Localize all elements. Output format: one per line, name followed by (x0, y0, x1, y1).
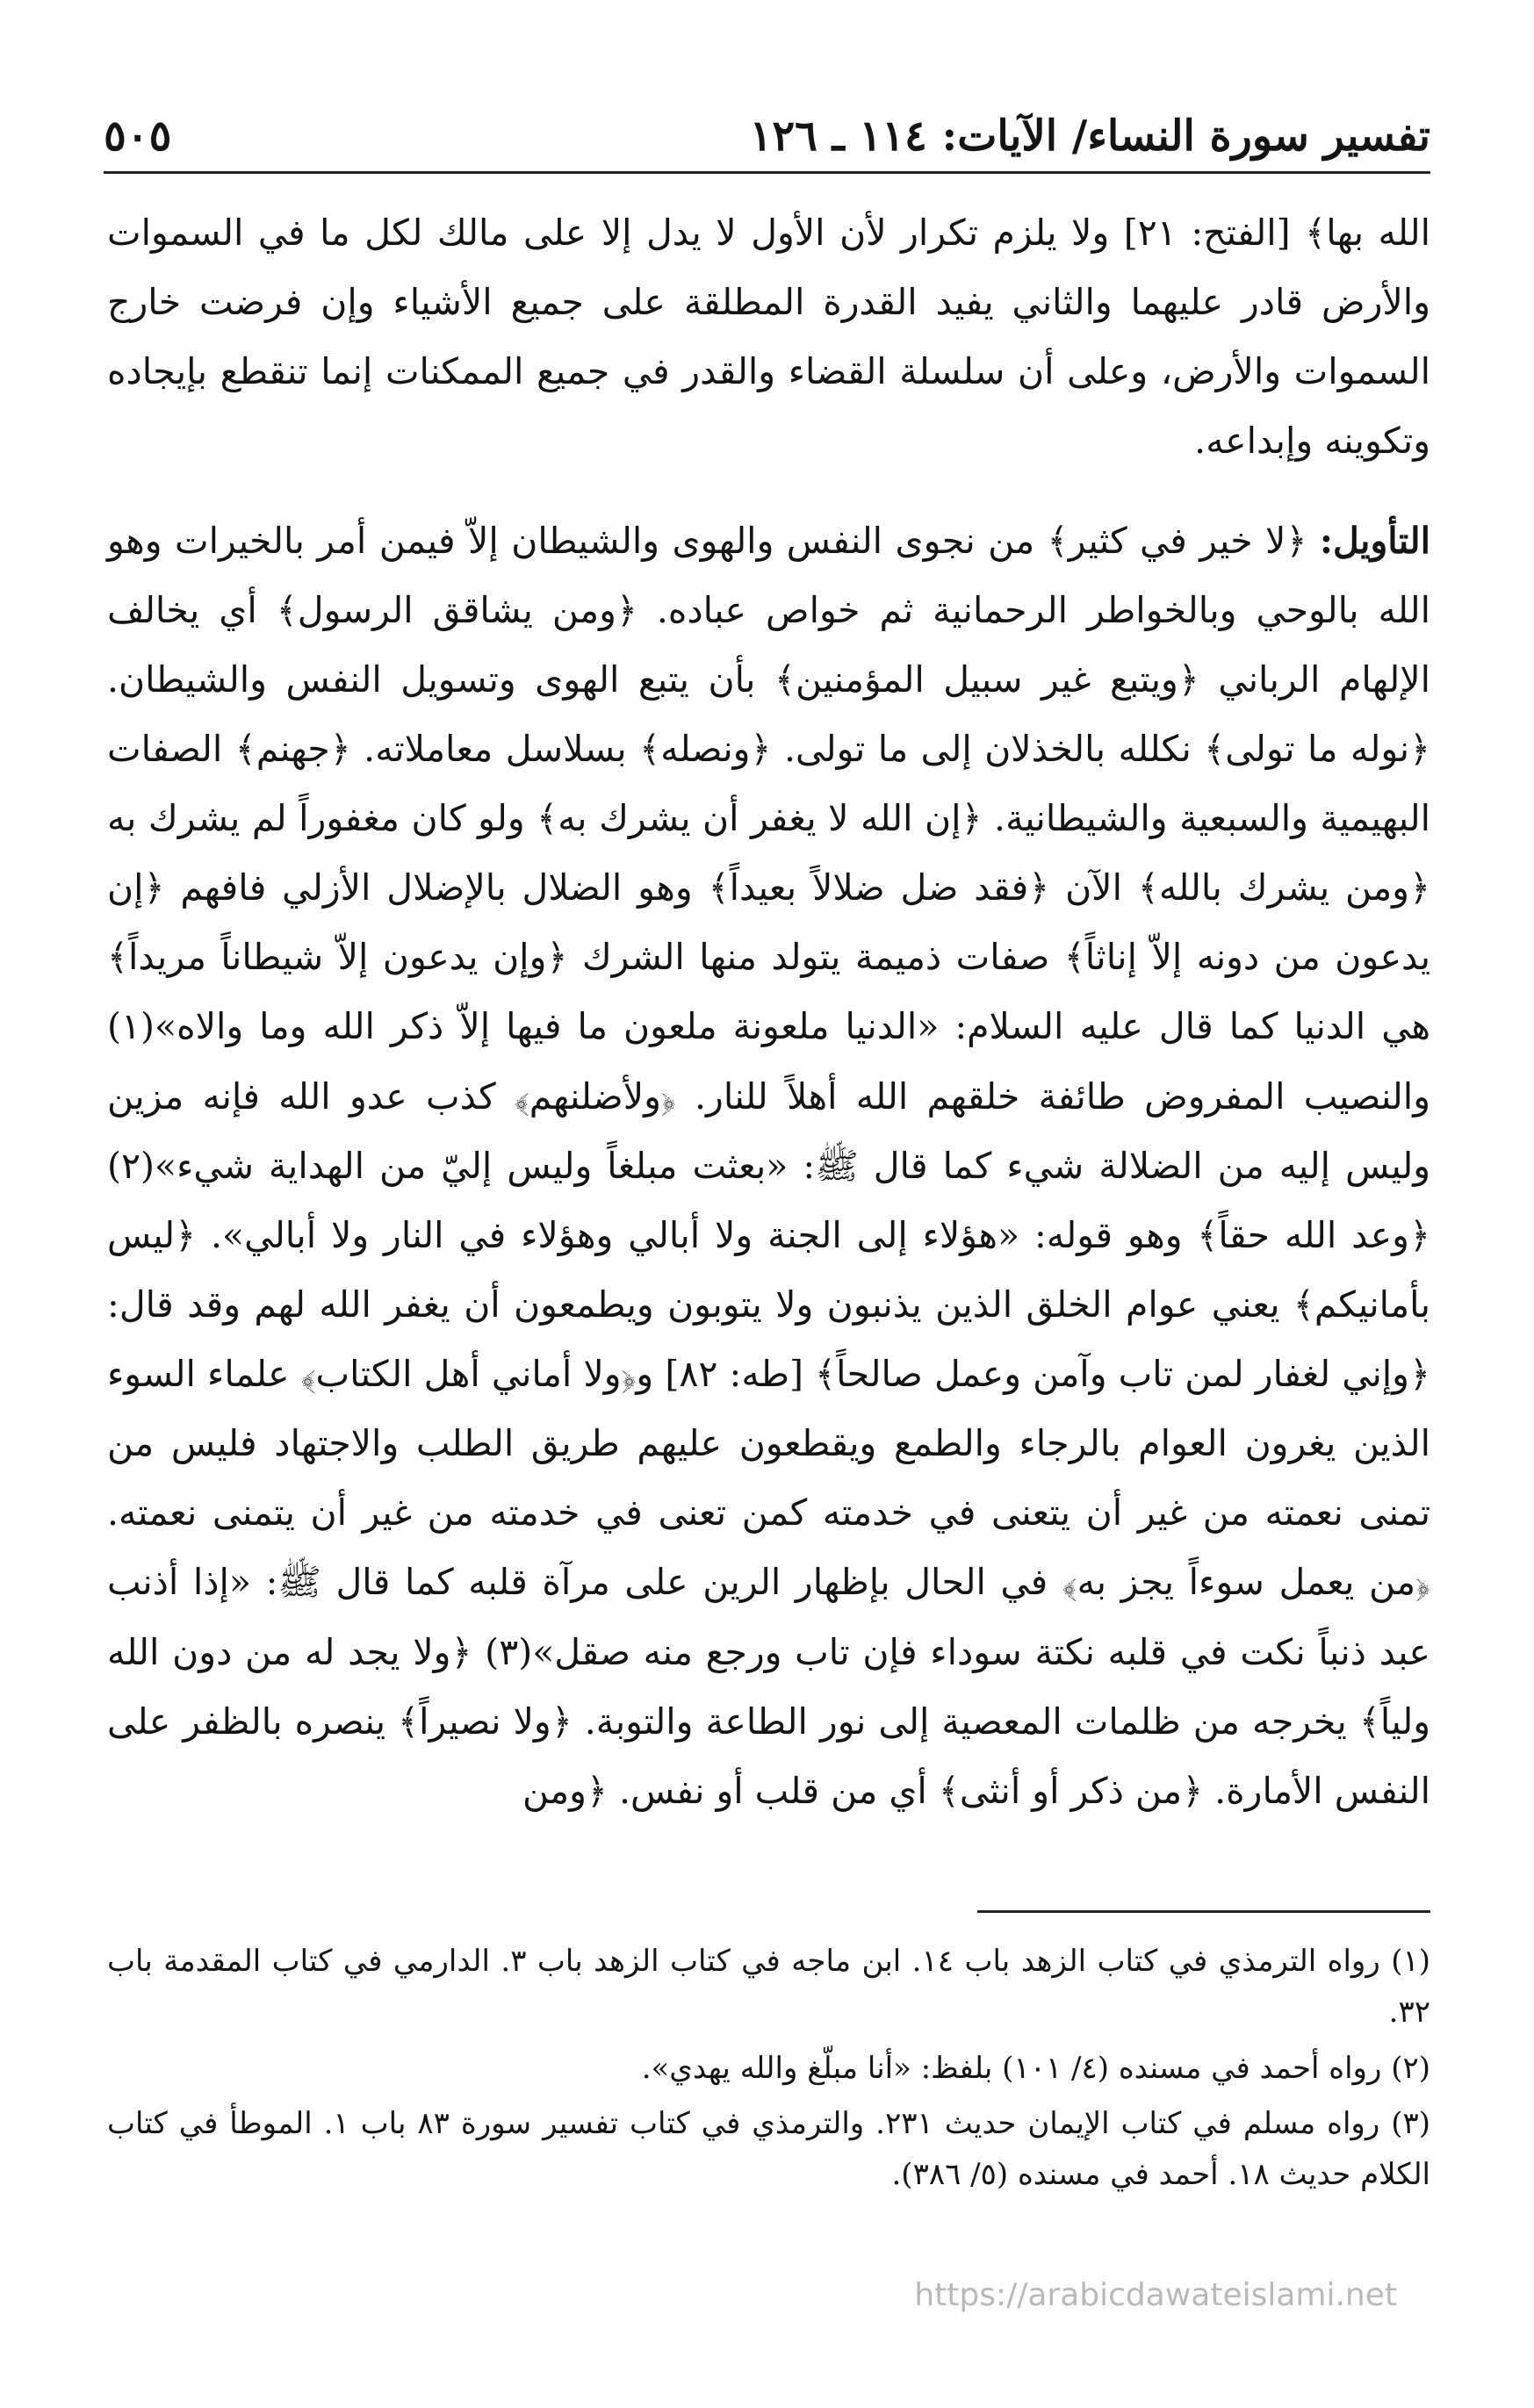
footnote-3: (٣) رواه مسلم في كتاب الإيمان حديث ٢٣١. والترمذي في كتاب تفسير سورة ٨٣ باب ١. الموطأ في كتاب الكلام حديث ١٨. أحمد في مسنده (٥/ ٣٨٦). (107, 2106, 1430, 2193)
running-title: تفسير سورة النساء/ الآيات: ١١٤ ـ ١٢٦ (749, 111, 1430, 161)
paragraph-tawil (107, 507, 1430, 1826)
paragraph-lead: التأويل: (1319, 519, 1430, 562)
page-number: ٥٠٥ (104, 111, 172, 161)
footnote-divider (977, 1910, 1430, 1913)
main-text (107, 198, 1430, 1856)
footnote-1: (١) رواه الترمذي في كتاب الزهد باب ١٤. ابن ماجه في كتاب الزهد باب ٣. الدارمي في كتاب المقدمة باب ٣٢. (107, 1944, 1430, 2030)
footnotes (107, 1937, 1430, 2206)
paragraph-continuation (107, 198, 1430, 477)
page-header (104, 104, 1430, 174)
footnote-2: (٢) رواه أحمد في مسنده (٤/ ١٠١) بلفظ: «أنا مبلّغ والله يهدي». (641, 2050, 1430, 2086)
paragraph-text: الله بها﴾ [الفتح: ٢١] ولا يلزم تكرار لأن الأول لا يدل إلا على مالك لكل ما في السموات والأرض قادر عليهما والثاني يفيد القدرة المطلقة على جميع الأشياء وإن فرضت خارج السموات والأرض، وعلى أن سلسلة القضاء والقدر في جميع الممكنات إنما تنقطع بإيجاده وتكوينه وإبداعه. (107, 212, 1430, 463)
paragraph-text: ﴿لا خير في كثير﴾ من نجوى النفس والهوى والشيطان إلاّ فيمن أمر بالخيرات وهو الله بالوحي وبالخواطر الرحمانية ثم خواص عباده. ﴿ومن يشاقق الرسول﴾ أي يخالف الإلهام الرباني ﴿ويتبع غير سبيل المؤمنين﴾ بأن يتبع الهوى وتسويل النفس والشيطان. ﴿نوله ما تولى﴾ نكلله بالخذلان إلى ما تولى. ﴿ونصله﴾ بسلاسل معاملاته. ﴿جهنم﴾ الصفات البهيمية والسبعية والشيطانية. ﴿إن الله لا يغفر أن يشرك به﴾ ولو كان مغفوراً لم يشرك به ﴿ومن يشرك بالله﴾ الآن ﴿فقد ضل ضلالاً بعيداً﴾ وهو الضلال بالإضلال الأزلي فافهم ﴿إن يدعون من دونه إلاّ إناثاً﴾ صفات ذميمة يتولد منها الشرك ﴿وإن يدعون إلاّ شيطاناً مريداً﴾ هي الدنيا كما قال عليه السلام: «الدنيا ملعونة ملعون ما فيها إلاّ ذكر الله وما والاه»(١) والنصيب المفروض طائفة خلقهم الله أهلاً للنار. ﴿ولأضلنهم﴾ كذب عدو الله فإنه مزين وليس إليه من الضلالة شيء كما قال ﷺ: «بعثت مبلغاً وليس إليّ من الهداية شيء»(٢) ﴿وعد الله حقاً﴾ وهو قوله: «هؤلاء إلى الجنة ولا أبالي وهؤلاء في النار ولا أبالي». ﴿ليس بأمانيكم﴾ يعني عوام الخلق الذين يذنبون ولا يتوبون ويطمعون أن يغفر الله لهم وقد قال: ﴿وإني لغفار لمن تاب وآمن وعمل صالحاً﴾ [طه: ٨٢] و﴿ولا أماني أهل الكتاب﴾ علماء السوء الذين يغرون العوام بالرجاء والطمع ويقطعون عليهم طريق الطلب والاجتهاد فليس من تمنى نعمته من غير أن يتعنى في خدمته كمن تعنى في خدمته من غير أن يتمنى نعمته. ﴿من يعمل سوءاً يجز به﴾ في الحال بإظهار الرين على مرآة قلبه كما قال ﷺ: «إذا أذنب عبد ذنباً نكت في قلبه نكتة سوداء فإن تاب ورجع منه صقل»(٣) ﴿ولا يجد له من دون الله ولياً﴾ يخرجه من ظلمات المعصية إلى نور الطاعة والتوبة. ﴿ولا نصيراً﴾ ينصره بالظفر على النفس الأمارة. ﴿من ذكر أو أنثى﴾ أي من قلب أو نفس. ﴿ومن (107, 519, 1430, 1812)
watermark-url: https://arabicdawateislami.net (914, 2277, 1397, 2313)
